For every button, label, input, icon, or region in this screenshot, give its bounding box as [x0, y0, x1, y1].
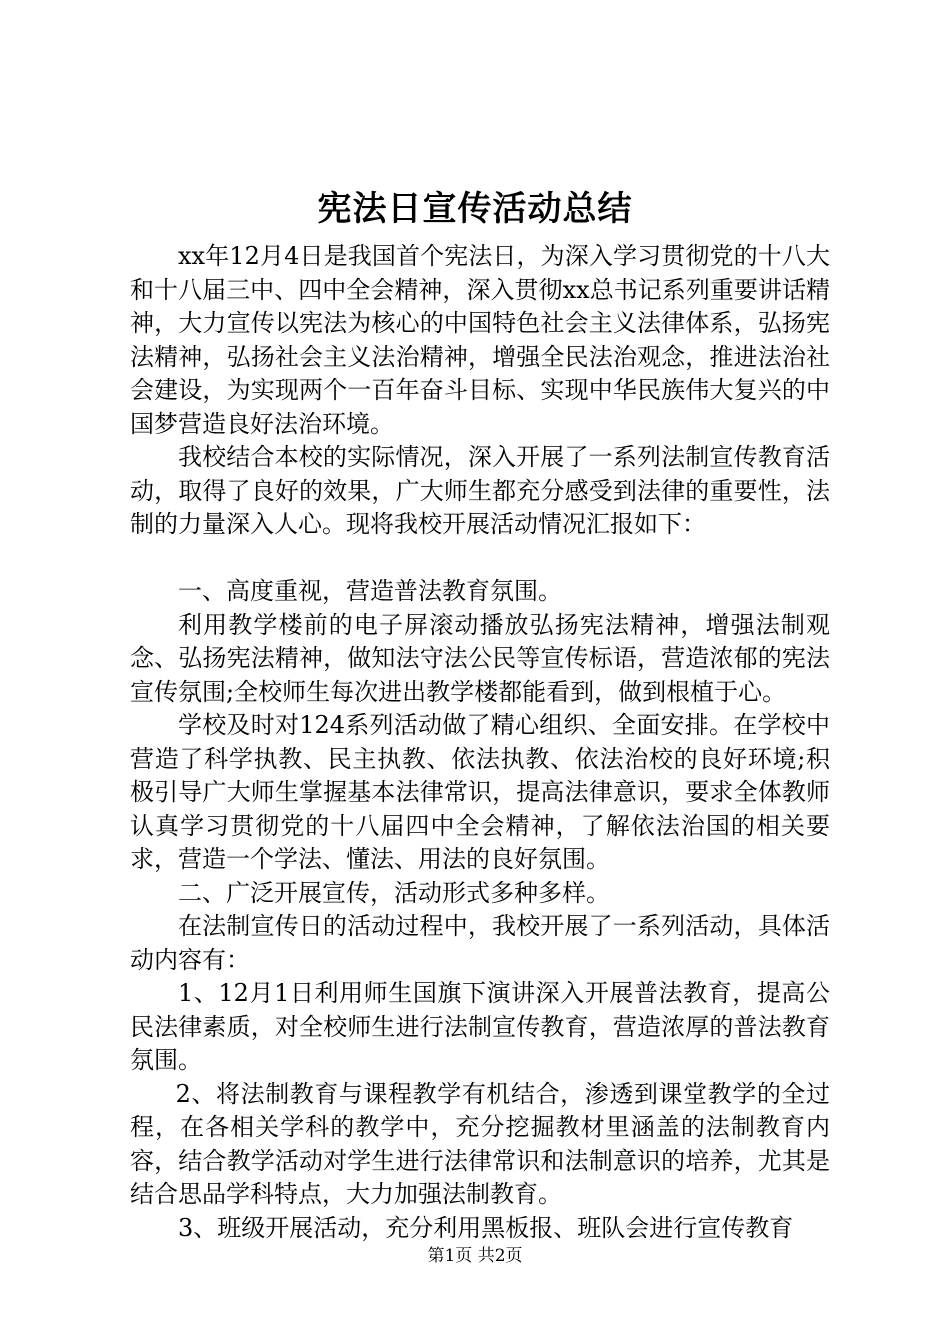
document-title: 宪法日宣传活动总结	[317, 189, 633, 229]
section-heading-1: 一、高度重视，营造普法教育氛围。	[178, 577, 562, 605]
list-item-1: 1、12月1日利用师生国旗下演讲深入开展普法教育，提高公民法律素质，对全校师生进行法制宣传教育，营造浓厚的普法教育氛围。	[130, 979, 830, 1074]
section-heading-2: 二、广泛开展宣传，活动形式多种多样。	[178, 878, 610, 907]
paragraph-screen-promotion: 利用教学楼前的电子屏滚动播放弘扬宪法精神，增强法制观念、弘扬宪法精神，做知法守法公民等宣传标语，营造浓郁的宪法宣传氛围;全校师生每次进出教学楼都能看到，做到根植于心。	[130, 610, 830, 706]
paragraph-activities-intro: 在法制宣传日的活动过程中，我校开展了一系列活动，具体活动内容有：	[130, 912, 830, 974]
paragraph-intro: xx年12月4日是我国首个宪法日，为深入学习贯彻党的十八大和十八届三中、四中全会精神，深入贯彻xx总书记系列重要讲话精神，大力宣传以宪法为核心的中国特色社会主义法律体系，弘扬宪法精神，弘扬社会主义法治精神，增强全民法治观念，推进法治社会建设，为实现两个一百年奋斗目标、实现中华民族伟大复兴的中国梦营造良好法治环境。	[130, 242, 830, 438]
page-number-footer: 第1页 共2页	[427, 1246, 523, 1266]
list-item-2: 2、将法制教育与课程教学有机结合，渗透到课堂教学的全过程，在各相关学科的教学中，充分挖掘教材里涵盖的法制教育内容，结合教学活动对学生进行法律常识和法制意识的培养，尤其是结合思品学科特点，大力加强法制教育。	[130, 1079, 830, 1208]
paragraph-overview: 我校结合本校的实际情况，深入开展了一系列法制宣传教育活动，取得了良好的效果，广大师生都充分感受到法律的重要性，法制的力量深入人心。现将我校开展活动情况汇报如下：	[130, 443, 830, 538]
list-item-3: 3、班级开展活动，充分利用黑板报、班队会进行宣传教育	[178, 1213, 794, 1242]
document-body	[130, 240, 830, 1245]
paragraph-organization: 学校及时对124系列活动做了精心组织、全面安排。在学校中营造了科学执教、民主执教、依法执教、依法治校的良好环境;积极引导广大师生掌握基本法律常识，提高法律意识，要求全体教师认真学习贯彻党的十八届四中全会精神，了解依法治国的相关要求，营造一个学法、懂法、用法的良好氛围。	[130, 711, 830, 873]
